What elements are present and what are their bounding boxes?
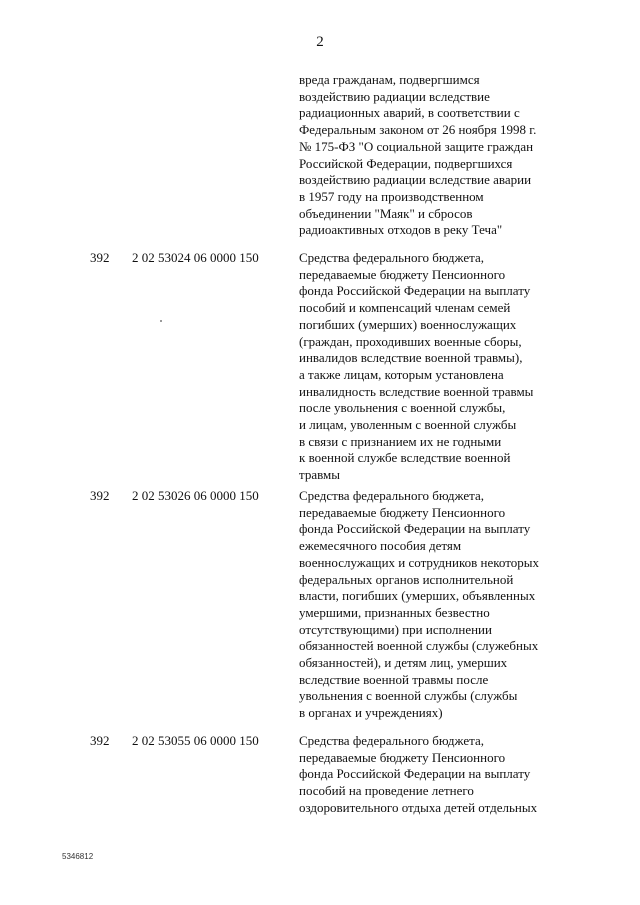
text-line: в органах и учреждениях): [299, 705, 443, 721]
text-line: радиационных аварий, в соответствии с: [299, 105, 520, 121]
text-line: фонда Российской Федерации на выплату: [299, 283, 531, 299]
document-footer-code: 5346812: [62, 852, 94, 861]
income-description: [299, 733, 579, 817]
page-number: 2: [316, 34, 324, 50]
text-line: умершими, признанных безвестно: [299, 604, 490, 620]
text-line: Российской Федерации, подвергшихся: [299, 155, 513, 171]
scan-speck: [160, 320, 162, 322]
text-line: воздействию радиации вследствие: [299, 88, 490, 104]
budget-classification-code: 2 02 53055 06 0000 150: [132, 733, 259, 748]
text-line: военнослужащих и сотрудников некоторых: [299, 554, 539, 570]
text-line: № 175-ФЗ "О социальной защите граждан: [299, 138, 534, 154]
text-line: увольнения с военной службы (службы: [299, 688, 518, 704]
text-line: оздоровительного отдыха детей отдельных: [299, 799, 538, 815]
text-line: погибших (умерших) военнослужащих: [299, 316, 517, 332]
text-line: Федеральным законом от 26 ноября 1998 г.: [299, 122, 537, 138]
text-line: фонда Российской Федерации на выплату: [299, 766, 531, 782]
text-line: передаваемые бюджету Пенсионного: [299, 266, 506, 282]
text-line: федеральных органов исполнительной: [299, 571, 514, 587]
text-line: ежемесячного пособия детям: [299, 538, 462, 554]
text-line: а также лицам, которым установлена: [299, 366, 504, 382]
income-description: [299, 488, 579, 722]
text-line: инвалидов вследствие военной травмы),: [299, 350, 523, 366]
text-line: вследствие военной травмы после: [299, 671, 489, 687]
text-line: вреда гражданам, подвергшимся: [299, 72, 480, 87]
text-line: инвалидность вследствие военной травмы: [299, 383, 534, 399]
text-line: объединении "Маяк" и сбросов: [299, 205, 473, 221]
admin-code: 392: [90, 488, 110, 503]
text-line: (граждан, проходивших военные сборы,: [299, 333, 522, 349]
admin-code: 392: [90, 733, 110, 748]
text-line: передаваемые бюджету Пенсионного: [299, 749, 506, 765]
text-line: власти, погибших (умерших, объявленных: [299, 588, 536, 604]
text-line: передаваемые бюджету Пенсионного: [299, 504, 506, 520]
income-description: [299, 250, 579, 484]
text-line: и лицам, уволенным с военной службы: [299, 417, 517, 433]
text-line: обязанностей), и детям лиц, умерших: [299, 655, 508, 671]
text-line: радиоактивных отходов в реку Теча": [299, 222, 503, 238]
budget-classification-code: 2 02 53026 06 0000 150: [132, 488, 259, 503]
text-line: травмы: [299, 467, 340, 483]
text-line: отсутствующими) при исполнении: [299, 621, 492, 637]
text-line: пособий и компенсаций членам семей: [299, 300, 511, 316]
continuation-text: [299, 72, 579, 239]
admin-code: 392: [90, 250, 110, 265]
text-line: пособий на проведение летнего: [299, 783, 474, 799]
text-line: воздействию радиации вследствие аварии: [299, 172, 532, 188]
text-line: фонда Российской Федерации на выплату: [299, 521, 531, 537]
budget-classification-code: 2 02 53024 06 0000 150: [132, 250, 259, 265]
text-line: к военной службе вследствие военной: [299, 450, 511, 466]
text-line: в связи с признанием их не годными: [299, 433, 502, 449]
text-line: Средства федерального бюджета,: [299, 488, 484, 503]
text-line: Средства федерального бюджета,: [299, 250, 484, 265]
text-line: в 1957 году на производственном: [299, 188, 484, 204]
text-line: Средства федерального бюджета,: [299, 733, 484, 748]
text-line: после увольнения с военной службы,: [299, 400, 506, 416]
text-line: обязанностей военной службы (служебных: [299, 638, 539, 654]
